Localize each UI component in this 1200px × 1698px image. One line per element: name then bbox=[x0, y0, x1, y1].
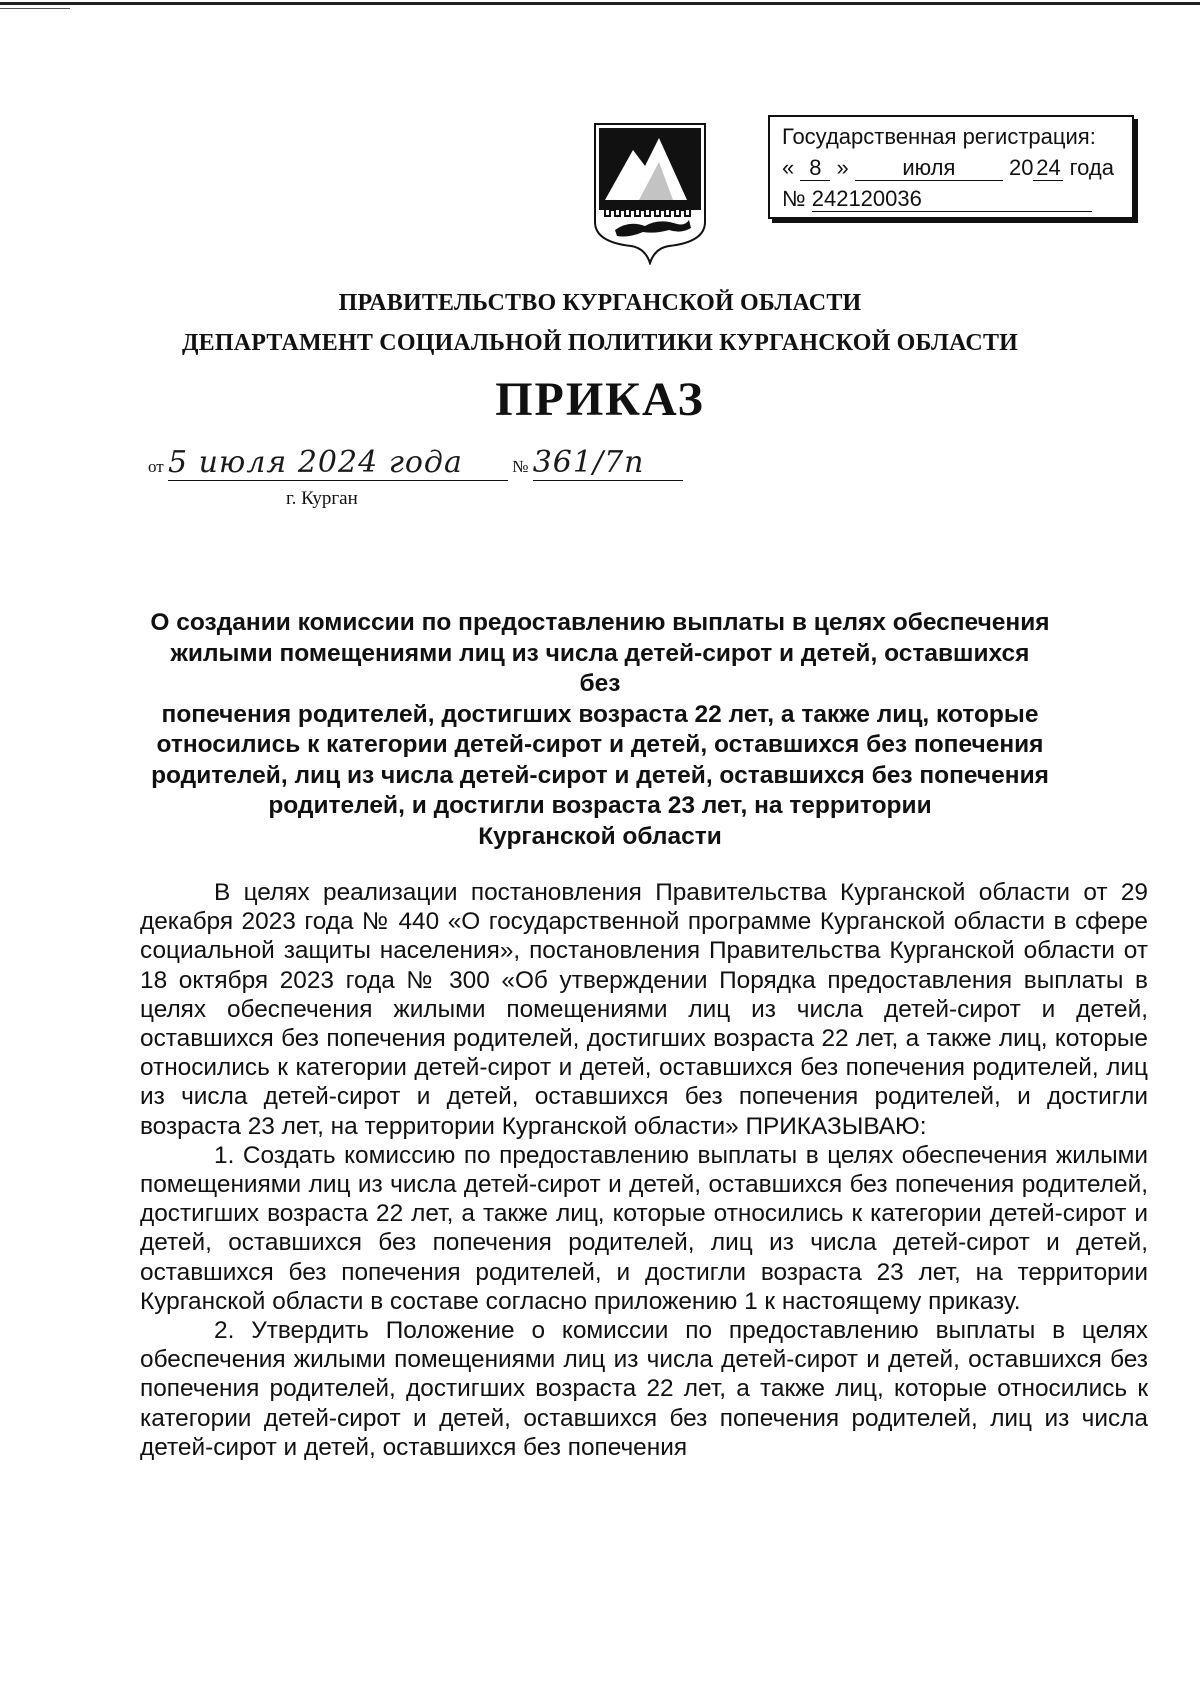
registration-number-label: № bbox=[782, 186, 806, 211]
title-line: попечения родителей, достигших возраста 22 лет, а также лиц, которые bbox=[161, 700, 1039, 728]
document-type: ПРИКАЗ bbox=[495, 373, 705, 426]
order-number-label: № bbox=[512, 457, 529, 476]
clause-1-paragraph: 1. Создать комиссию по предоставлению выплаты в целях обеспечения жилыми помещениями лиц из числа детей-сирот и детей, оставшихся без попечения родителей, достигших возраста 22 лет, а также лиц, которые относились к категории детей-сирот и детей, оставшихся без попечения родителей, лиц из числа детей-сирот и детей, оставшихся без попечения родителей, и достигли возраста 23 лет, на территории Курганской области в составе согласно приложению 1 к настоящему приказу. bbox=[140, 1141, 1148, 1315]
order-title bbox=[150, 608, 1050, 852]
order-number-handwritten: 361/7п bbox=[533, 446, 683, 481]
department-heading: ДЕПАРТАМЕНТ СОЦИАЛЬНОЙ ПОЛИТИКИ КУРГАНСКОЙ ОБЛАСТИ bbox=[181, 330, 1019, 356]
registration-year-word: года bbox=[1069, 155, 1114, 180]
registration-number-line bbox=[782, 183, 1122, 214]
scan-top-mark bbox=[0, 8, 70, 9]
coat-of-arms-icon bbox=[589, 120, 711, 265]
scan-top-border bbox=[0, 2, 1200, 5]
order-body bbox=[140, 878, 1148, 1462]
registration-quote-open: « bbox=[782, 155, 795, 180]
title-line: родителей, и достигли возраста 23 лет, на территории bbox=[268, 792, 932, 819]
order-city: г. Курган bbox=[286, 488, 358, 509]
registration-day: 8 bbox=[800, 156, 830, 181]
order-date-handwritten: 5 июля 2024 года bbox=[168, 446, 508, 481]
title-line: относились к категории детей-сирот и детей, оставшихся без попечения bbox=[156, 731, 1044, 758]
registration-stamp bbox=[768, 115, 1134, 219]
registration-month: июля bbox=[855, 156, 1003, 181]
title-line: О создании комиссии по предоставлению выплаты в целях обеспечения bbox=[150, 609, 1050, 636]
title-line: родителей, лиц из числа детей-сирот и детей, оставшихся без попечения bbox=[151, 761, 1049, 789]
registration-number: 242120036 bbox=[812, 187, 1092, 212]
registration-quote-close: » bbox=[836, 155, 849, 180]
order-date-number-line bbox=[148, 446, 683, 486]
registration-heading: Государственная регистрация: bbox=[782, 124, 1096, 149]
clause-2-paragraph: 2. Утвердить Положение о комиссии по предоставлению выплаты в целях обеспечения жилыми помещениями лиц из числа детей-сирот и детей, оставшихся без попечения родителей, достигших возраста 22 лет, а также лиц, которые относились к категории детей-сирот и детей, оставшихся без попечения родителей, лиц из числа детей-сирот и детей, оставшихся без попечения bbox=[140, 1317, 1148, 1461]
title-line: Курганской области bbox=[478, 822, 722, 850]
order-date-label: от bbox=[148, 457, 164, 476]
registration-date-line bbox=[782, 152, 1122, 183]
preamble-paragraph: В целях реализации постановления Правительства Курганской области от 29 декабря 2023 года № 440 «О государственной программе Курганской области в сфере социальной защиты населения», постановления Правительства Курганской области от 18 октября 2023 года № 300 «Об утверждении Порядка предоставления выплаты в целях обеспечения жилыми помещениями лиц из числа детей-сирот и детей, оставшихся без попечения родителей, достигших возраста 22 лет, а также лиц, которые относились к категории детей-сирот и детей, оставшихся без попечения родителей, лиц из числа детей-сирот и детей, оставшихся без попечения родителей, и достигли возраста 23 лет, на территории Курганской области» ПРИКАЗЫВАЮ: bbox=[140, 879, 1148, 1140]
government-heading: ПРАВИТЕЛЬСТВО КУРГАНСКОЙ ОБЛАСТИ bbox=[338, 290, 862, 316]
registration-year-suffix: 24 bbox=[1033, 156, 1063, 181]
registration-year-prefix: 20 bbox=[1009, 155, 1034, 180]
title-line: жилыми помещениями лиц из числа детей-сирот и детей, оставшихся без bbox=[170, 639, 1030, 697]
